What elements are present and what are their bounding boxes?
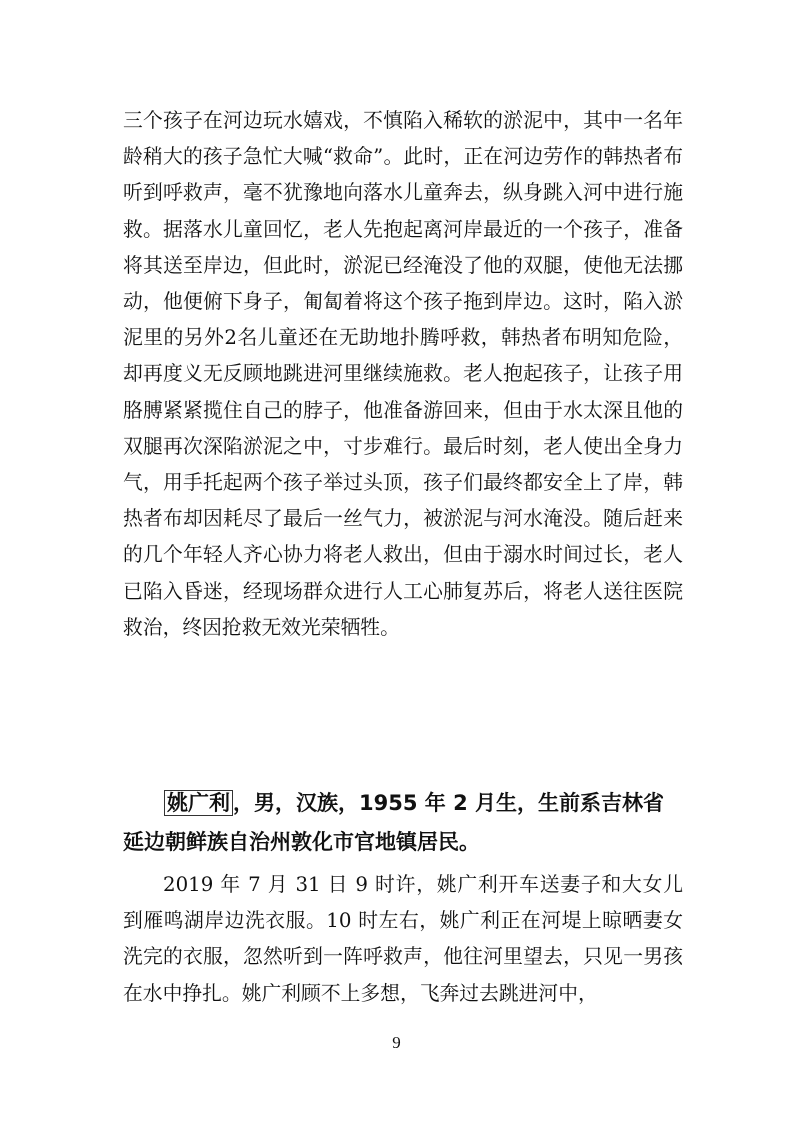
profile-description: ，男，汉族，1955 年 2 月生，生前系吉林省延边朝鲜族自治州敦化市官地镇居民。 [123,791,664,854]
profile-heading [123,784,683,862]
story-paragraph-han-rezhebu: 三个孩子在河边玩水嬉戏，不慎陷入稀软的淤泥中，其中一名年龄稍大的孩子急忙大喊“救命”。此时，正在河边劳作的韩热者布听到呼救声，毫不犹豫地向落水儿童奔去，纵身跳入河中进行施救。据落水儿童回忆，老人先抱起离河岸最近的一个孩子，准备将其送至岸边，但此时，淤泥已经淹没了他的双腿，使他无法挪动，他便俯下身子，匍匐着将这个孩子拖到岸边。这时，陷入淤泥里的另外2名儿童还在无助地扑腾呼救，韩热者布明知危险，却再度义无反顾地跳进河里继续施救。老人抱起孩子，让孩子用胳膊紧紧揽住自己的脖子，他准备游回来，但由于水太深且他的双腿再次深陷淤泥之中，寸步难行。最后时刻，老人使出全身力气，用手托起两个孩子举过头顶，孩子们最终都安全上了岸，韩热者布却因耗尽了最后一丝气力，被淤泥与河水淹没。随后赶来的几个年轻人齐心协力将老人救出，但由于溺水时间过长，老人已陷入昏迷，经现场群众进行人工心肺复苏后，将老人送往医院救治，终因抢救无效光荣牺牲。 [123,109,683,639]
page-number: 9 [392,1033,401,1052]
story-paragraph-yao-guangli: 2019 年 7 月 31 日 9 时许，姚广利开车送妻子和大女儿到雁鸣湖岸边洗衣服。10 时左右，姚广利正在河堤上晾晒妻女洗完的衣服，忽然听到一阵呼救声，他往河里望去，只见一男孩在水中挣扎。姚广利顾不上多想，飞奔过去跳进河中， [123,873,683,1005]
person-name-highlight: 姚广利 [164,790,233,816]
